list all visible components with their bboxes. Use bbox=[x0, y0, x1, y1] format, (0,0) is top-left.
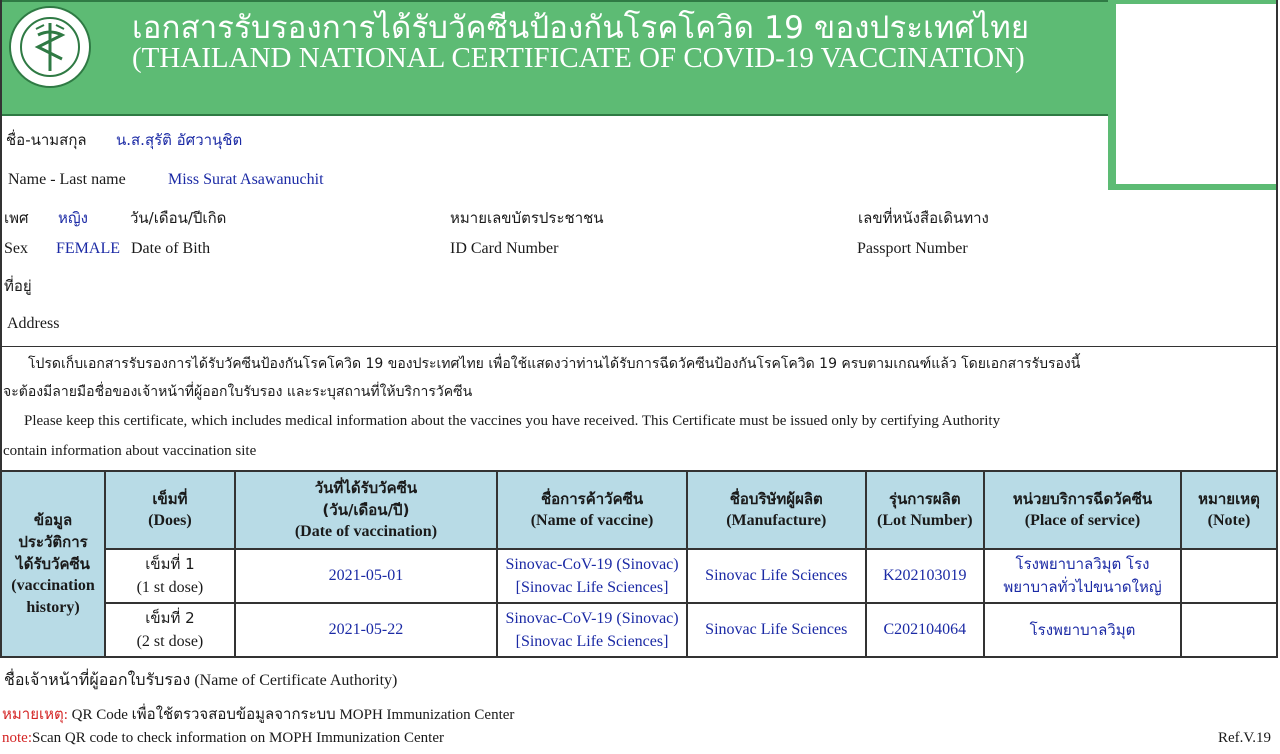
note-cell bbox=[1181, 603, 1277, 657]
manufacturer-cell: Sinovac Life Sciences bbox=[687, 549, 866, 603]
qr-note-thai: หมายเหตุ: QR Code เพื่อใช้ตรวจสอบข้อมูลจากระบบ MOPH Immunization Center bbox=[2, 707, 515, 723]
column-header-dose: เข็มที่ (Does) bbox=[105, 471, 235, 549]
lot-number-cell: K202103019 bbox=[866, 549, 984, 603]
manufacturer-cell: Sinovac Life Sciences bbox=[687, 603, 866, 657]
qr-note-english: note:Scan QR code to check information on MOPH Immunization Center bbox=[2, 730, 444, 746]
note-cell bbox=[1181, 549, 1277, 603]
id-label-english: ID Card Number bbox=[450, 240, 559, 257]
date-cell: 2021-05-22 bbox=[235, 603, 497, 657]
column-header-vaccine-name: ชื่อการค้าวัคซีน (Name of vaccine) bbox=[497, 471, 687, 549]
sex-english: FEMALE bbox=[56, 240, 120, 257]
certificate-authority-label: ชื่อเจ้าหน้าที่ผู้ออกใบรับรอง (Name of Certificate Authority) bbox=[4, 672, 398, 689]
table-row bbox=[1, 549, 1277, 603]
name-label-thai: ชื่อ-นามสกุล bbox=[6, 131, 87, 149]
sex-label-thai: เพศ bbox=[4, 209, 29, 227]
vaccination-history-label: ข้อมูล ประวัติการ ได้รับวัคซีน (vaccination history) bbox=[1, 471, 105, 657]
column-header-lot-number: รุ่นการผลิต (Lot Number) bbox=[866, 471, 984, 549]
dose-cell: เข็มที่ 1 (1 st dose) bbox=[105, 549, 235, 603]
dob-label-english: Date of Bith bbox=[131, 240, 211, 257]
id-label-thai: หมายเลขบัตรประชาชน bbox=[450, 209, 604, 227]
column-header-manufacturer: ชื่อบริษัทผู้ผลิต (Manufacture) bbox=[687, 471, 866, 549]
vaccine-name-cell: Sinovac-CoV-19 (Sinovac) [Sinovac Life Sciences] bbox=[497, 603, 687, 657]
table-header-row bbox=[1, 471, 1277, 549]
notice-thai-line-1: โปรดเก็บเอกสารรับรองการได้รับวัคซีนป้องกันโรคโควิด 19 ของประเทศไทย เพื่อใช้แสดงว่าท่านได้รับการฉีดวัคซีนป้องกันโรคโควิด 19 ครบตามเกณฑ์แล้ว โดยเอกสารรับรองนี้ bbox=[28, 356, 1081, 372]
column-header-note: หมายเหตุ (Note) bbox=[1181, 471, 1277, 549]
vaccine-name-cell: Sinovac-CoV-19 (Sinovac) [Sinovac Life Sciences] bbox=[497, 549, 687, 603]
name-english: Miss Surat Asawanuchit bbox=[168, 171, 324, 188]
name-thai: น.ส.สุรัติ อัศวานุชิต bbox=[116, 131, 243, 149]
place-cell: โรงพยาบาลวิมุต โรง พยาบาลทั่วไปขนาดใหญ่ bbox=[984, 549, 1181, 603]
passport-label-thai: เลขที่หนังสือเดินทาง bbox=[858, 209, 989, 227]
ministry-seal-icon bbox=[8, 5, 92, 89]
photo-placeholder bbox=[1116, 4, 1276, 184]
title-thai: เอกสารรับรองการได้รับวัคซีนป้องกันโรคโควิด 19 ของประเทศไทย bbox=[132, 10, 1030, 46]
passport-label-english: Passport Number bbox=[857, 240, 968, 257]
sex-label-english: Sex bbox=[4, 240, 28, 257]
reference-code: Ref.V.19 bbox=[1218, 730, 1272, 746]
place-cell: โรงพยาบาลวิมุต bbox=[984, 603, 1181, 657]
column-header-date: วันที่ได้รับวัคซีน (วัน/เดือน/ปี) (Date of vaccination) bbox=[235, 471, 497, 549]
address-label-thai: ที่อยู่ bbox=[4, 277, 32, 295]
photo-frame bbox=[1108, 0, 1278, 190]
notice-english-line-2: contain information about vaccination site bbox=[3, 443, 257, 459]
notice-thai-line-2: จะต้องมีลายมือชื่อของเจ้าหน้าที่ผู้ออกใบรับรอง และระบุสถานที่ให้บริการวัคซีน bbox=[3, 384, 473, 400]
dose-cell: เข็มที่ 2 (2 st dose) bbox=[105, 603, 235, 657]
title-english: (THAILAND NATIONAL CERTIFICATE OF COVID-19 VACCINATION) bbox=[132, 42, 1025, 74]
lot-number-cell: C202104064 bbox=[866, 603, 984, 657]
date-cell: 2021-05-01 bbox=[235, 549, 497, 603]
vaccination-table bbox=[0, 470, 1278, 658]
table-row bbox=[1, 603, 1277, 657]
divider bbox=[0, 346, 1278, 347]
dob-label-thai: วัน/เดือน/ปีเกิด bbox=[130, 209, 227, 227]
notice-english-line-1: Please keep this certificate, which includes medical information about the vaccines you have received. This Certificate must be issued only by certifying Authority bbox=[24, 413, 1001, 429]
address-label-english: Address bbox=[7, 315, 60, 332]
name-label-english: Name - Last name bbox=[8, 171, 126, 188]
certificate-header bbox=[0, 0, 1110, 116]
column-header-place: หน่วยบริการฉีดวัคซีน (Place of service) bbox=[984, 471, 1181, 549]
sex-thai: หญิง bbox=[58, 209, 88, 227]
